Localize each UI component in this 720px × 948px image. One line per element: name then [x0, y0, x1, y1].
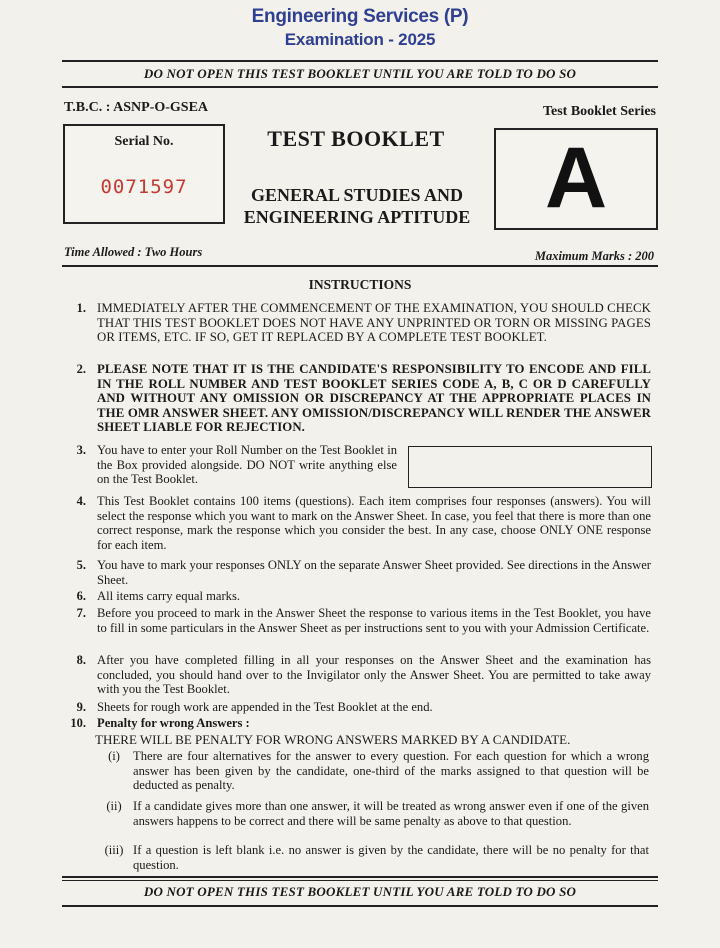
instruction-number: 7.: [76, 606, 86, 620]
time-allowed: Time Allowed : Two Hours: [64, 245, 203, 259]
instruction-number: 5.: [76, 558, 86, 572]
bottom-rule-top: [62, 876, 658, 878]
maximum-marks: Maximum Marks : 200: [534, 249, 654, 263]
instruction-number: 6.: [76, 589, 86, 603]
penalty-rule-text: There are four alternatives for the answer to every question. For each question for which a wrong answer has been given by the candidate, one-third of the marks assigned to that question will be deducted as penalty.: [133, 749, 649, 792]
series-code: A: [544, 130, 608, 226]
bottom-banner: DO NOT OPEN THIS TEST BOOKLET UNTIL YOU ARE TOLD TO DO SO: [143, 884, 577, 899]
bottom-rule-bottom: [62, 905, 658, 907]
top-banner: DO NOT OPEN THIS TEST BOOKLET UNTIL YOU ARE TOLD TO DO SO: [143, 66, 577, 81]
penalty-rule-number: (i): [108, 749, 120, 763]
bottom-rule-top-inner: [62, 880, 658, 881]
subject-title: [230, 184, 484, 228]
top-rule-bottom: [62, 86, 658, 88]
exam-stamp-line2: Examination - 2025: [284, 30, 436, 49]
instruction-number: 4.: [76, 494, 86, 508]
penalty-rule-text: If a question is left blank i.e. no answer is given by the candidate, there will be no penalty for that question.: [133, 843, 649, 872]
header-rule: [62, 265, 658, 267]
penalty-statement-text: THERE WILL BE PENALTY FOR WRONG ANSWERS MARKED BY A CANDIDATE.: [95, 732, 571, 747]
roll-number-box: [408, 446, 652, 488]
instruction-text: All items carry equal marks.: [97, 589, 241, 603]
instruction-text: After you have completed filling in all your responses on the Answer Sheet and the examination has concluded, you should hand over to the Invigilator only the Answer Sheet. You are permitted to take away with you the Test Booklet.: [97, 653, 651, 696]
instruction-text: Before you proceed to mark in the Answer Sheet the response to various items in the Test Booklet, you have to fill in some particulars in the Answer Sheet as per instructions sent to you with your Admission Certificate.: [97, 606, 651, 635]
exam-stamp-line1: Engineering Services (P): [251, 6, 469, 27]
instruction-text: Sheets for rough work are appended in the Test Booklet at the end.: [97, 700, 433, 714]
instruction-text: Penalty for wrong Answers :: [97, 716, 250, 730]
serial-box: [63, 124, 225, 224]
booklet-title: TEST BOOKLET: [267, 126, 445, 151]
subject-line-1: GENERAL STUDIES AND: [250, 185, 464, 205]
instruction-number: 2.: [76, 362, 86, 376]
instruction-text: IMMEDIATELY AFTER THE COMMENCEMENT OF THE EXAMINATION, YOU SHOULD CHECK THAT THIS TEST BOOKLET DOES NOT HAVE ANY UNPRINTED OR TORN OR MISSING PAGES OR ITEMS, ETC. IF SO, GET IT REPLACED BY A COMPLETE TEST BOOKLET.: [97, 301, 651, 345]
subject-line-2: ENGINEERING APTITUDE: [243, 207, 471, 227]
instruction-number: 1.: [76, 301, 86, 315]
tbc-code: T.B.C. : ASNP-O-GSEA: [64, 100, 209, 115]
series-box: [494, 128, 658, 230]
instruction-number: 9.: [76, 700, 86, 714]
penalty-rule-number: (ii): [106, 799, 122, 813]
instruction-number: 8.: [76, 653, 86, 667]
instruction-number: 10.: [70, 716, 86, 730]
instruction-number: 3.: [76, 443, 86, 457]
instruction-text: PLEASE NOTE THAT IT IS THE CANDIDATE'S RESPONSIBILITY TO ENCODE AND FILL IN THE ROLL NUMBER AND TEST BOOKLET SERIES CODE A, B, C OR D CAREFULLY AND WITHOUT ANY OMISSION OR DISCREPANCY AT THE APPROPRIATE PLACES IN THE OMR ANSWER SHEET. ANY OMISSION/DISCREPANCY WILL RENDER THE ANSWER SHEET LIABLE FOR REJECTION.: [97, 362, 651, 435]
instruction-text: You have to mark your responses ONLY on the separate Answer Sheet provided. See directions in the Answer Sheet.: [97, 558, 651, 587]
instruction-text: This Test Booklet contains 100 items (questions). Each item comprises four responses (answers). You will select the response which you want to mark on the Answer Sheet. In case, you feel that there is more than one correct response, mark the response which you consider the best. In any case, choose ONLY ONE response for each item.: [97, 494, 651, 552]
penalty-rule-number: (iii): [104, 843, 124, 857]
instruction-text: You have to enter your Roll Number on the Test Booklet in the Box provided alongside. DO NOT write anything else on the Test Booklet.: [97, 443, 397, 486]
top-rule: [62, 60, 658, 62]
serial-number: 0071597: [100, 176, 188, 198]
series-label: Test Booklet Series: [542, 104, 656, 119]
instructions-heading: INSTRUCTIONS: [308, 277, 412, 292]
penalty-rule-text: If a candidate gives more than one answer, it will be treated as wrong answer even if one of the given answers happens to be correct and there will be same penalty as above to that question.: [133, 799, 649, 828]
serial-label: Serial No.: [114, 134, 174, 149]
